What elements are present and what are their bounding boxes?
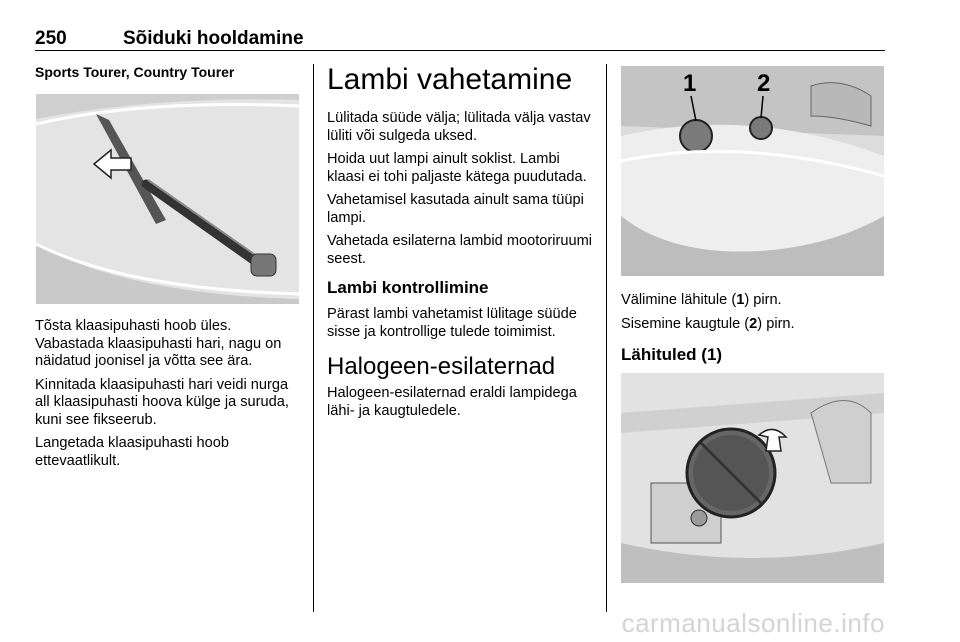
page-header	[35, 26, 885, 51]
wiper-step-2: Kinnitada klaasipuhasti hari veidi nurga all klaasipuhasti hoova külge ja suruda, kuni see fikseerub.	[35, 376, 289, 428]
low-beam-illustration	[621, 373, 884, 583]
watermark: carmanualsonline.info	[621, 608, 885, 638]
callout-2: 2	[757, 70, 771, 97]
callout-1: 1	[683, 70, 697, 97]
inner-bulb-text: Sisemine kaugtule (2) pirn.	[621, 315, 795, 332]
running-title: Sõiduki hooldamine	[123, 28, 304, 49]
subheading-halogen: Halogeen-esilaternad	[327, 353, 556, 380]
column-divider-1	[313, 64, 314, 612]
outer-bulb-number: 1	[736, 292, 745, 308]
page-number: 250	[35, 28, 67, 49]
check-text: Pärast lambi vahetamist lülitage süüde sisse ja kontrollige tulede toimimist.	[327, 306, 577, 340]
halogen-text: Halogeen-esilaternad eraldi lampidega lähi- ja kaugtuledele.	[327, 385, 577, 419]
wiper-illustration	[36, 94, 299, 304]
bulb-step-1: Lülitada süüde välja; lülitada välja vastav lüliti või sulgeda uksed.	[327, 110, 591, 144]
column-divider-2	[606, 64, 607, 612]
outer-bulb-text: Välimine lähitule (1) pirn.	[621, 292, 782, 308]
wiper-step-1: Tõsta klaasipuhasti hoob üles. Vabastada klaasipuhasti hari, nagu on näidatud joonisel ja võtta see ära.	[35, 318, 282, 369]
subheading-low-beam: Lähituled (1)	[621, 345, 723, 364]
bulb-step-2: Hoida uut lampi ainult soklist. Lambi klaasi ei tohi paljaste kätega puudutada.	[327, 151, 587, 185]
column-left	[35, 62, 300, 476]
section-heading: Lambi vahetamine	[327, 63, 573, 96]
column-right	[621, 66, 886, 583]
section-subheading: Sports Tourer, Country Tourer	[35, 64, 235, 80]
inner-bulb-number: 2	[749, 315, 758, 332]
bulb-step-4: Vahetada esilaterna lambid mootoriruumi seest.	[327, 233, 592, 267]
wiper-step-3: Langetada klaasipuhasti hoob ettevaatlikult.	[35, 435, 229, 469]
subheading-check: Lambi kontrollimine	[327, 278, 489, 297]
headlight-illustration	[621, 66, 884, 276]
column-middle	[327, 62, 592, 426]
bulb-step-3: Vahetamisel kasutada ainult sama tüüpi lampi.	[327, 192, 584, 226]
